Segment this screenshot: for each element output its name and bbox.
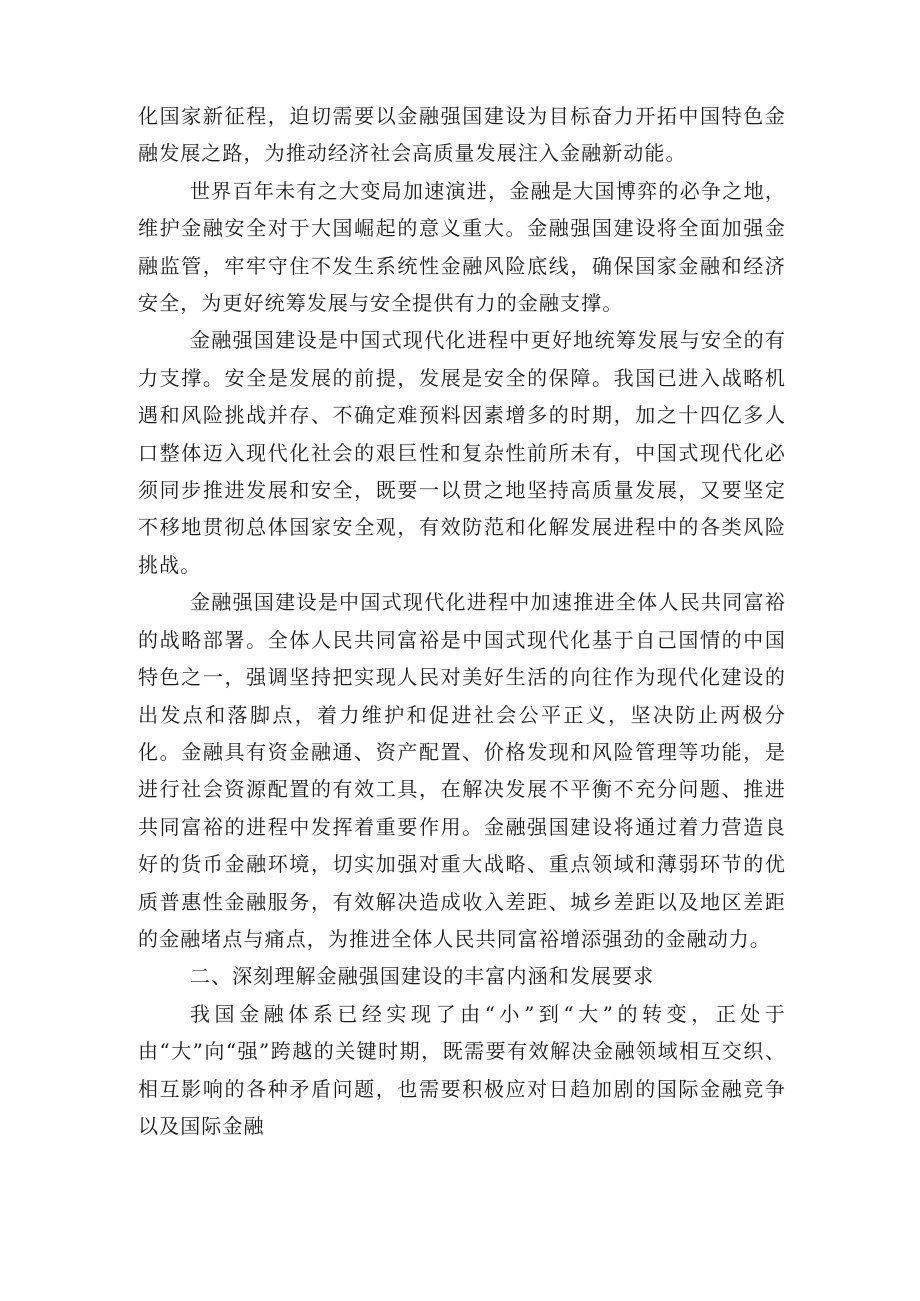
section-heading: 二、深刻理解金融强国建设的丰富内涵和发展要求 [190, 964, 655, 989]
paragraph-continuation: 化国家新征程，迫切需要以金融强国建设为目标奋力开拓中国特色金融发展之路，为推动经济社会高质量发展注入金融新动能。 [138, 104, 786, 166]
document-body [138, 98, 786, 1145]
paragraph-common-prosperity: 金融强国建设是中国式现代化进程中加速推进全体人民共同富裕的战略部署。全体人民共同富裕是中国式现代化基于自己国情的中国特色之一，强调坚持把实现人民对美好生活的向往作为现代化建设的出发点和落脚点，着力维护和促进社会公平正义，坚决防止两极分化。金融具有资金融通、资产配置、价格发现和风险管理等功能，是进行社会资源配置的有效工具，在解决发展不平衡不充分问题、推进共同富裕的进程中发挥着重要作用。金融强国建设将通过着力营造良好的货币金融环境，切实加强对重大战略、重点领域和薄弱环节的优质普惠性金融服务，有效解决造成收入差距、城乡差距以及地区差距的金融堵点与痛点，为推进全体人民共同富裕增添强劲的金融动力。 [138, 590, 786, 951]
paragraph-development-security: 金融强国建设是中国式现代化进程中更好地统筹发展与安全的有力支撑。安全是发展的前提，发展是安全的保障。我国已进入战略机遇和风险挑战并存、不确定难预料因素增多的时期，加之十四亿多人口整体迈入现代化社会的艰巨性和复杂性前所未有，中国式现代化必须同步推进发展和安全，既要一以贯之地坚持高质量发展，又要坚定不移地贯彻总体国家安全观，有效防范和化解发展进程中的各类风险挑战。 [138, 328, 786, 577]
paragraph-financial-system: 我国金融体系已经实现了由“小”到“大”的转变，正处于由“大”向“强”跨越的关键时期，既需要有效解决金融领域相互交织、相互影响的各种矛盾问题，也需要积极应对日趋加剧的国际金融竞争以及国际金融 [138, 1001, 786, 1138]
paragraph-financial-security: 世界百年未有之大变局加速演进，金融是大国博弈的必争之地，维护金融安全对于大国崛起的意义重大。金融强国建设将全面加强金融监管，牢牢守住不发生系统性金融风险底线，确保国家金融和经济安全，为更好统筹发展与安全提供有力的金融支撑。 [138, 178, 786, 316]
